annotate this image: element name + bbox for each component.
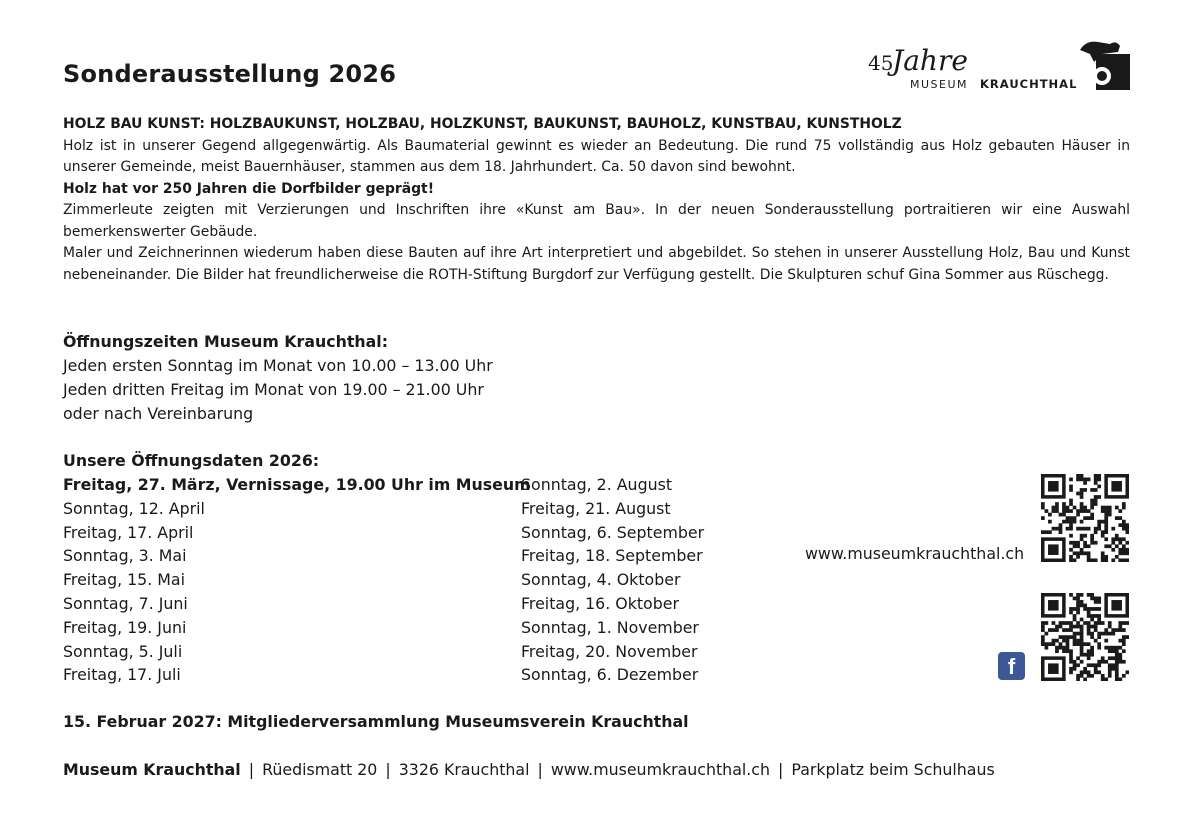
- logo-line2: KRAUCHTHAL: [980, 77, 1078, 91]
- footer-separator: |: [537, 760, 543, 779]
- date-item: Freitag, 19. Juni: [63, 617, 187, 637]
- website-link[interactable]: www.museumkrauchthal.ch: [805, 544, 1025, 563]
- date-item: Sonntag, 2. August: [521, 475, 673, 494]
- logo-number: 45: [868, 51, 894, 75]
- qr-code-website[interactable]: [1041, 474, 1129, 562]
- date-item: Freitag, 17. Juli: [63, 665, 181, 685]
- qr-code-facebook[interactable]: [1041, 593, 1129, 681]
- intro-heading: HOLZ BAU KUNST: HOLZBAUKUNST, HOLZBAU, HOLZKUNST, BAUKUNST, BAUHOLZ, KUNSTBAU, KUNSTHOLZ: [63, 116, 902, 132]
- footer-address: Rüedismatt 20: [262, 760, 378, 779]
- footer: [63, 760, 995, 779]
- page-title: Sonderausstellung 2026: [63, 60, 397, 88]
- footer-town: 3326 Krauchthal: [398, 760, 530, 779]
- opening-hours: [63, 330, 493, 426]
- footer-separator: |: [385, 760, 391, 779]
- facebook-icon[interactable]: f: [998, 652, 1025, 680]
- hours-line: Jeden ersten Sonntag im Monat von 10.00 – 13.00 Uhr: [63, 356, 493, 375]
- date-item: Sonntag, 5. Juli: [63, 641, 183, 661]
- date-item: Freitag, 16. Oktober: [521, 593, 679, 613]
- vernissage-date: Freitag, 27. März, Vernissage, 19.00 Uhr im Museum: [63, 475, 531, 494]
- date-item: Sonntag, 4. Oktober: [521, 570, 681, 590]
- dates-column-1: [63, 473, 531, 687]
- dates-heading: Unsere Öffnungsdaten 2026:: [63, 451, 320, 470]
- logo-line1: MUSEUM: [910, 78, 969, 91]
- bear-emblem-icon: [1080, 42, 1130, 90]
- date-item: Freitag, 21. August: [521, 498, 671, 518]
- date-item: Freitag, 17. April: [63, 522, 194, 542]
- intro-paragraph-1: Holz ist in unserer Gegend allgegenwärtig. Als Baumaterial gewinnt es wieder an Bedeutung. Die rund 75 vollständig aus Holz gebauten Häuser in unserer Gemeinde, meist Bauernhäuser, stammen aus dem 18. Jahrhundert. Ca. 50 davon sind bewohnt.: [63, 137, 1130, 175]
- intro-section: [63, 114, 1130, 286]
- museum-logo: [862, 32, 1134, 96]
- footer-separator: |: [248, 760, 255, 779]
- dates-column-2: [521, 473, 704, 687]
- footer-website[interactable]: www.museumkrauchthal.ch: [550, 760, 770, 779]
- logo-word: Jahre: [892, 44, 968, 77]
- date-item: Sonntag, 3. Mai: [63, 546, 187, 566]
- date-item: Sonntag, 1. November: [521, 617, 699, 637]
- hours-line: Jeden dritten Freitag im Monat von 19.00 – 21.00 Uhr: [63, 380, 484, 399]
- hours-line: oder nach Vereinbarung: [63, 404, 254, 423]
- date-item: Sonntag, 6. Dezember: [521, 665, 699, 685]
- footer-museum-name: Museum Krauchthal: [63, 760, 241, 779]
- intro-paragraph-3: Maler und Zeichnerinnen wiederum haben diese Bauten auf ihre Art interpretiert und abgebildet. So stehen in unserer Ausstellung Holz, Bau und Kunst nebeneinander. Die Bilder hat freundlicherweise die ROTH-Stiftung Burgdorf zur Verfügung gestellt. Die Skulpturen schuf Gina Sommer aus Rüschegg.: [63, 245, 1130, 283]
- date-item: Freitag, 18. September: [521, 546, 703, 566]
- hours-heading: Öffnungszeiten Museum Krauchthal:: [63, 332, 389, 351]
- date-item: Freitag, 20. November: [521, 641, 698, 661]
- meeting-notice: 15. Februar 2027: Mitgliederversammlung Museumsverein Krauchthal: [63, 712, 689, 731]
- date-item: Sonntag, 6. September: [521, 522, 705, 542]
- date-item: Freitag, 15. Mai: [63, 570, 185, 590]
- footer-parking: Parkplatz beim Schulhaus: [791, 760, 995, 779]
- date-item: Sonntag, 12. April: [63, 498, 205, 518]
- intro-subheading: Holz hat vor 250 Jahren die Dorfbilder geprägt!: [63, 180, 435, 197]
- intro-paragraph-2: Zimmerleute zeigten mit Verzierungen und Inschriften ihre «Kunst am Bau». In der neuen Sonderausstellung portraitieren wir eine Auswahl bemerkenswerter Gebäude.: [63, 202, 1130, 240]
- date-item: Sonntag, 7. Juni: [63, 593, 188, 613]
- footer-separator: |: [778, 760, 784, 779]
